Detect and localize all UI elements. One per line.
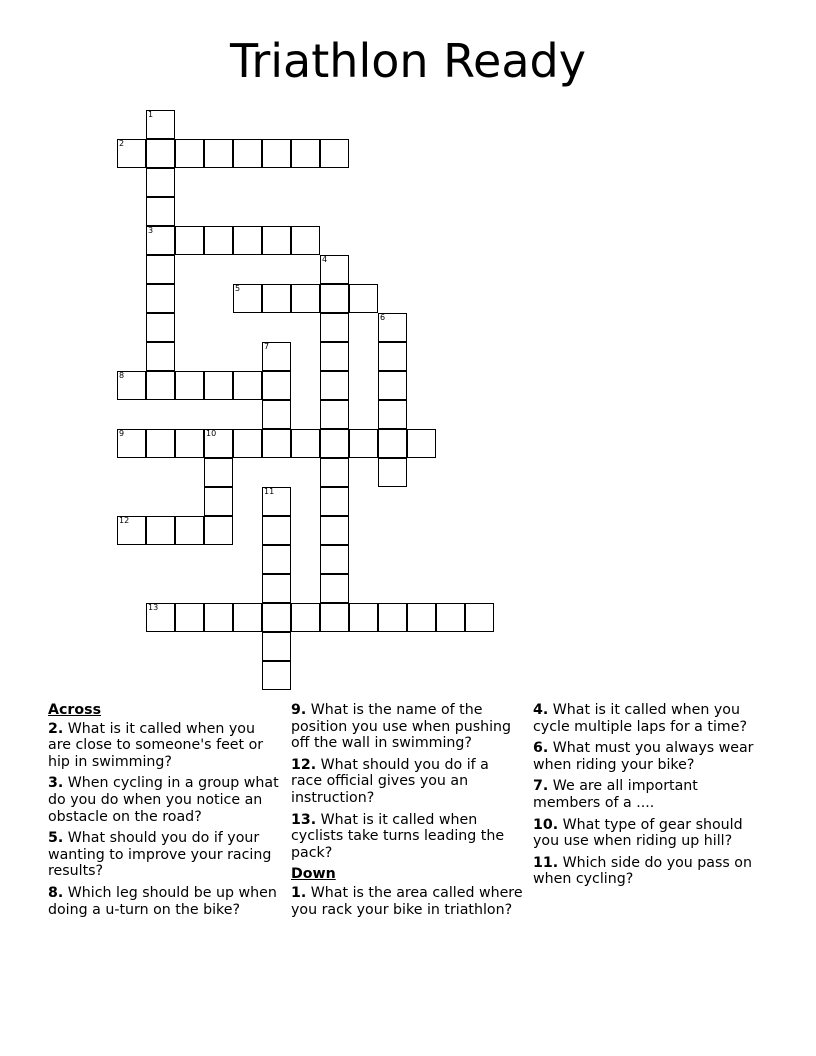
grid-cell[interactable] [233, 603, 262, 632]
grid-cell[interactable] [262, 371, 291, 400]
grid-cell[interactable] [204, 139, 233, 168]
grid-cell[interactable] [233, 284, 262, 313]
grid-cell[interactable] [262, 545, 291, 574]
grid-cell[interactable] [291, 139, 320, 168]
clues-column-3 [533, 702, 765, 893]
grid-cell[interactable] [291, 429, 320, 458]
grid-cell[interactable] [146, 342, 175, 371]
grid-cell[interactable] [291, 226, 320, 255]
grid-cell[interactable] [262, 661, 291, 690]
grid-cell[interactable] [175, 139, 204, 168]
grid-cell[interactable] [117, 429, 146, 458]
cell-number: 10 [206, 429, 217, 438]
grid-cell[interactable] [320, 371, 349, 400]
grid-cell[interactable] [407, 603, 436, 632]
grid-cell[interactable] [233, 226, 262, 255]
grid-cell[interactable] [233, 429, 262, 458]
clue-across-9: 9. What is the name of the position you use when pushing off the wall in swimming? [291, 702, 512, 752]
cell-number: 11 [264, 487, 275, 496]
grid-cell[interactable] [378, 429, 407, 458]
grid-cell[interactable] [146, 226, 175, 255]
grid-cell[interactable] [233, 139, 262, 168]
grid-cell[interactable] [204, 516, 233, 545]
cell-number: 4 [322, 255, 328, 264]
clue-down-6: 6. What must you always wear when riding your bike? [533, 740, 754, 773]
grid-cell[interactable] [146, 516, 175, 545]
grid-cell[interactable] [407, 429, 436, 458]
grid-cell[interactable] [378, 400, 407, 429]
grid-cell[interactable] [262, 400, 291, 429]
grid-cell[interactable] [262, 284, 291, 313]
clue-down-11: 11. Which side do you pass on when cycling? [533, 854, 752, 888]
cell-number: 1 [148, 110, 154, 119]
grid-cell[interactable] [320, 574, 349, 603]
grid-cell[interactable] [320, 255, 349, 284]
grid-cell[interactable] [320, 313, 349, 342]
grid-cell[interactable] [204, 603, 233, 632]
clue-across-3: 3. When cycling in a group what do you do when you notice an obstacle on the road? [48, 775, 279, 825]
grid-cell[interactable] [204, 458, 233, 487]
grid-cell[interactable] [436, 603, 465, 632]
cell-number: 5 [235, 284, 241, 293]
grid-cell[interactable] [262, 603, 291, 632]
grid-cell[interactable] [320, 139, 349, 168]
grid-cell[interactable] [146, 255, 175, 284]
cell-number: 8 [119, 371, 125, 380]
cell-number: 9 [119, 429, 125, 438]
grid-cell[interactable] [146, 139, 175, 168]
grid-cell[interactable] [146, 284, 175, 313]
grid-cell[interactable] [146, 168, 175, 197]
clue-across-12: 12. What should you do if a race official gives you an instruction? [291, 756, 489, 806]
across-heading: Across [48, 702, 102, 718]
grid-cell[interactable] [175, 603, 204, 632]
clue-down-4: 4. What is it called when you cycle multiple laps for a time? [533, 702, 747, 735]
clue-down-7: 7. We are all important members of a .... [533, 778, 698, 811]
clue-across-13: 13. What is it called when cyclists take turns leading the pack? [291, 811, 505, 861]
cell-number: 3 [148, 226, 154, 235]
grid-cell[interactable] [378, 458, 407, 487]
grid-cell[interactable] [146, 371, 175, 400]
grid-cell[interactable] [320, 603, 349, 632]
grid-cell[interactable] [465, 603, 494, 632]
grid-cell[interactable] [146, 603, 175, 632]
grid-cell[interactable] [175, 516, 204, 545]
grid-cell[interactable] [146, 197, 175, 226]
grid-cell[interactable] [117, 516, 146, 545]
grid-cell[interactable] [262, 632, 291, 661]
cell-number: 6 [380, 313, 386, 322]
grid-cell[interactable] [320, 516, 349, 545]
grid-cell[interactable] [320, 284, 349, 313]
grid-cell[interactable] [175, 226, 204, 255]
grid-cell[interactable] [204, 487, 233, 516]
grid-cell[interactable] [349, 284, 378, 313]
grid-cell[interactable] [262, 574, 291, 603]
grid-cell[interactable] [262, 342, 291, 371]
clue-down-10: 10. What type of gear should you use when riding up hill? [533, 816, 743, 850]
grid-cell[interactable] [320, 545, 349, 574]
cell-number: 12 [119, 516, 130, 525]
grid-cell[interactable] [378, 313, 407, 342]
grid-cell[interactable] [175, 429, 204, 458]
grid-cell[interactable] [262, 516, 291, 545]
grid-cell[interactable] [378, 371, 407, 400]
grid-cell[interactable] [146, 313, 175, 342]
grid-cell[interactable] [320, 400, 349, 429]
clue-across-8: 8. Which leg should be up when doing a u-turn on the bike? [48, 884, 277, 918]
grid-cell[interactable] [117, 371, 146, 400]
grid-cell[interactable] [291, 284, 320, 313]
grid-cell[interactable] [262, 429, 291, 458]
grid-cell[interactable] [291, 603, 320, 632]
grid-cell[interactable] [349, 429, 378, 458]
cell-number: 2 [119, 139, 125, 148]
grid-cell[interactable] [204, 371, 233, 400]
grid-cell[interactable] [146, 429, 175, 458]
grid-cell[interactable] [320, 487, 349, 516]
down-heading: Down [291, 866, 336, 883]
clues-column-2 [291, 702, 523, 923]
grid-cell[interactable] [378, 342, 407, 371]
grid-cell[interactable] [349, 603, 378, 632]
grid-cell[interactable] [320, 342, 349, 371]
grid-cell[interactable] [262, 226, 291, 255]
cell-number: 13 [148, 603, 159, 612]
cell-number: 7 [264, 342, 270, 351]
grid-cell[interactable] [204, 226, 233, 255]
grid-cell[interactable] [175, 371, 204, 400]
grid-cell[interactable] [378, 603, 407, 632]
grid-cell[interactable] [262, 487, 291, 516]
grid-cell[interactable] [146, 110, 175, 139]
clue-across-2: 2. What is it called when you are close to someone's feet or hip in swimming? [48, 720, 264, 770]
grid-cell[interactable] [204, 429, 233, 458]
grid-cell[interactable] [320, 458, 349, 487]
clue-down-1: 1. What is the area called where you rack your bike in triathlon? [291, 884, 523, 918]
clues-column-1 [48, 702, 280, 923]
puzzle-title: Triathlon Ready [230, 34, 586, 88]
grid-cell[interactable] [233, 371, 262, 400]
clue-across-5: 5. What should you do if your wanting to improve your racing results? [48, 830, 272, 880]
grid-cell[interactable] [117, 139, 146, 168]
grid-cell[interactable] [320, 429, 349, 458]
grid-cell[interactable] [262, 139, 291, 168]
